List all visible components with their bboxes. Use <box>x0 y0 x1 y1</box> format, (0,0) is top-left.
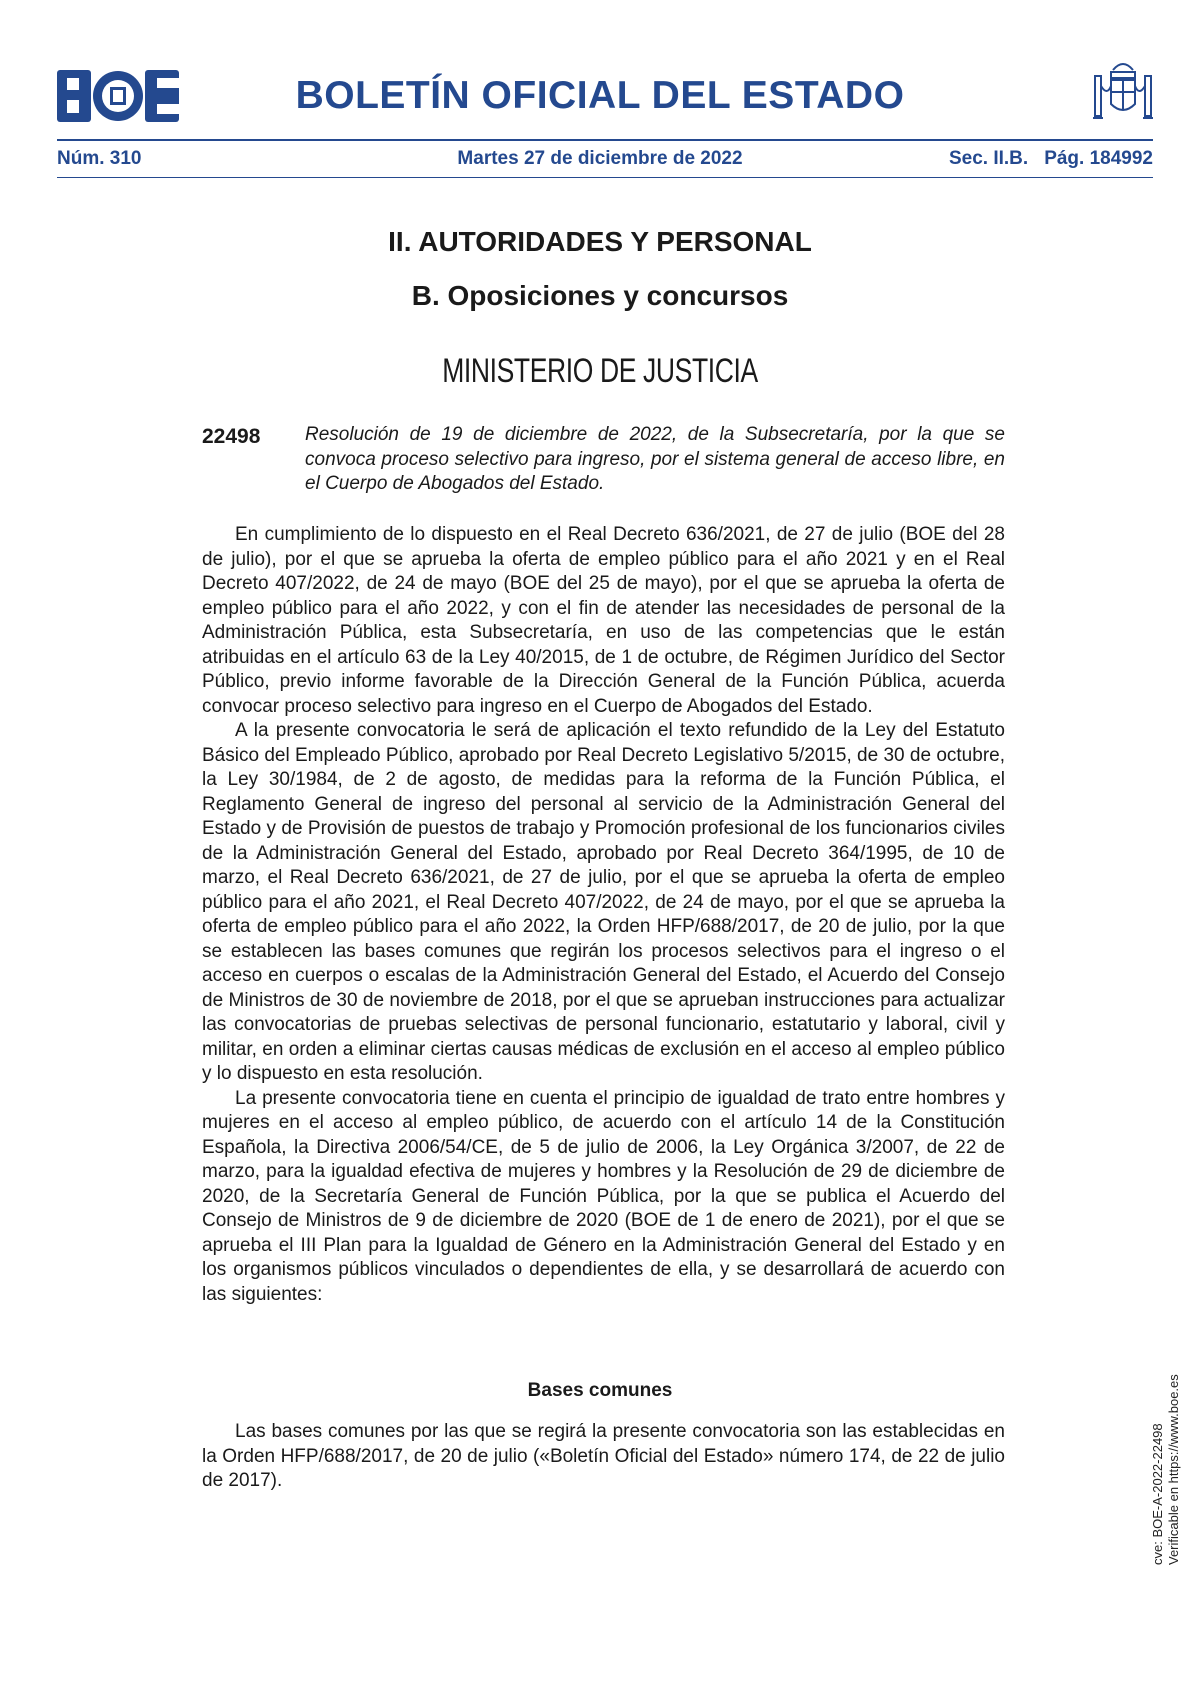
coat-of-arms-icon <box>1091 56 1155 130</box>
resolution-number: 22498 <box>202 425 261 448</box>
cve-code: cve: BOE-A-2022-22498 <box>1150 1423 1165 1565</box>
subsection-title: B. Oposiciones y concursos <box>411 280 789 311</box>
bases-heading: Bases comunes <box>527 1380 673 1401</box>
header-rule <box>57 139 1153 141</box>
section-page <box>933 148 1153 170</box>
verification-sidebar <box>1150 1275 1182 1565</box>
verification-link[interactable]: Verificable en https://www.boe.es <box>1166 1374 1181 1565</box>
bases-section <box>202 1420 1005 1494</box>
page-number: Pág. 184992 <box>1044 148 1153 169</box>
paragraph: La presente convocatoria tiene en cuenta el principio de igualdad de trato entre hombres y mujeres en el acceso al empleo público, de acuerdo con el artículo 14 de la Constitución Española, la Directiva 2006/54/CE, de 5 de julio de 2006, la Ley Orgánica 3/2007, de 22 de marzo, para la igualdad efectiva de mujeres y hombres y la Resolución de 29 de diciembre de 2020, de la Secretaría General de Función Pública, por la que se publica el Acuerdo del Consejo de Ministros de 9 de diciembre de 2020 (BOE de 1 de enero de 2021), por el que se aprueba el III Plan para la Igualdad de Género en la Administración General del Estado y en los organismos públicos vinculados o dependientes de ella, y se desarrollará de acuerdo con las siguientes: <box>202 1087 1005 1305</box>
ministry-title: MINISTERIO DE JUSTICIA <box>442 352 758 390</box>
paragraph: En cumplimiento de lo dispuesto en el Real Decreto 636/2021, de 27 de julio (BOE del 28 de julio), por el que se aprueba la oferta de empleo público para el año 2021 y en el Real Decreto 407/2022, de 24 de mayo (BOE del 25 de mayo), por el que se aprueba la oferta de empleo público para el año 2022, y con el fin de atender las necesidades de personal de la Administración Pública, esta Subsecretaría, en uso de las competencias que le están atribuidas en el artículo 63 de la Ley 40/2015, de 1 de octubre, de Régimen Jurídico del Sector Público, previo informe favorable de la Dirección General de la Función Pública, acuerda convocar proceso selectivo para ingreso en el Cuerpo de Abogados del Estado. <box>202 524 1005 717</box>
bases-paragraph: Las bases comunes por las que se regirá la presente convocatoria son las establecidas en la Orden HFP/688/2017, de 20 de julio («Boletín Oficial del Estado» número 174, de 22 de julio de 2017). <box>202 1421 1005 1491</box>
issue-date: Martes 27 de diciembre de 2022 <box>457 148 743 169</box>
resolution-title: Resolución de 19 de diciembre de 2022, de la Subsecretaría, por la que se convoca proceso selectivo para ingreso, por el sistema general de acceso libre, en el Cuerpo de Abogados del Estado. <box>305 424 1005 494</box>
issue-number: Núm. 310 <box>57 148 142 169</box>
publication-title: BOLETÍN OFICIAL DEL ESTADO <box>295 74 905 117</box>
header-rule-bottom <box>57 177 1153 178</box>
section-label: Sec. II.B. <box>948 148 1029 169</box>
document-body <box>202 523 1005 1307</box>
paragraph: A la presente convocatoria le será de aplicación el texto refundido de la Ley del Estatuto Básico del Empleado Público, aprobado por Real Decreto Legislativo 5/2015, de 30 de octubre, la Ley 30/1984, de 2 de agosto, de medidas para la reforma de la Función Pública, el Reglamento General de ingreso del personal al servicio de la Administración General del Estado y de Provisión de puestos de trabajo y Promoción profesional de los funcionarios civiles de la Administración General del Estado, aprobado por Real Decreto 364/1995, de 10 de marzo, el Real Decreto 636/2021, de 27 de julio, por el que se aprueba la oferta de empleo público para el año 2021, el Real Decreto 407/2022, de 24 de mayo, por el que se aprueba la oferta de empleo público para el año 2022, la Orden HFP/688/2017, de 20 de julio, por la que se establecen las bases comunes que regirán los procesos selectivos para el ingreso o el acceso en cuerpos o escalas de la Administración General del Estado, el Acuerdo del Consejo de Ministros de 30 de noviembre de 2018, por el que se aprueban instrucciones para actualizar las convocatorias de pruebas selectivas de personal funcionario, estatutario y laboral, civil y militar, en orden a eliminar ciertas causas médicas de exclusión en el acceso al empleo público y lo dispuesto en esta resolución. <box>202 720 1005 1084</box>
section-title: II. AUTORIDADES Y PERSONAL <box>388 226 812 257</box>
